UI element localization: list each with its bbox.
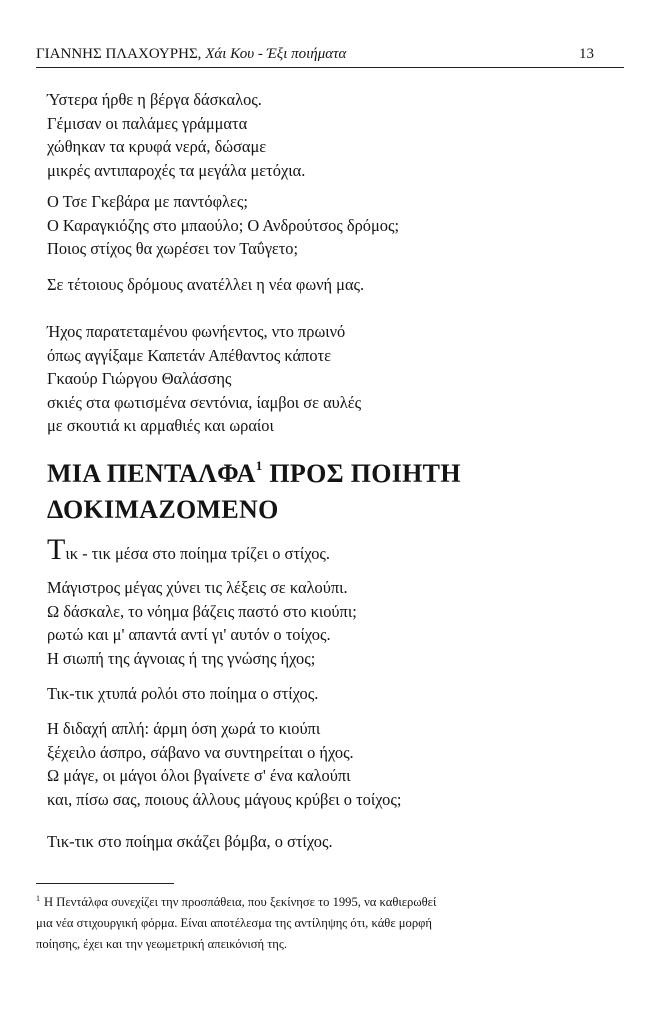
verse-line: Γκαούρ Γιώργου Θαλάσσης	[47, 369, 232, 389]
footnote-line: ποίησης, έχει και την γεωμετρική απεικόνισή της.	[36, 937, 288, 951]
footnote-divider	[36, 883, 174, 884]
verse-line: χώθηκαν τα κρυφά νερά, δώσαμε	[47, 137, 267, 157]
verse-line: Ω δάσκαλε, το νόημα βάζεις παστό στο κιούπι;	[47, 601, 357, 621]
verse-line: Η σιωπή της άγνοιας ή της γνώσης ήχος;	[47, 648, 316, 668]
verse-line: Ήχος παρατεταμένου φωνήεντος, ντο πρωινό	[47, 322, 346, 341]
poem-title-text: ΜΙΑ ΠΕΝΤΑΛΦΑ	[47, 459, 256, 488]
stanza	[47, 682, 318, 706]
stanza	[47, 576, 357, 670]
poem-title-text: ΠΡΟΣ ΠΟΙΗΤΗ	[262, 459, 461, 488]
header-author: ΓΙΑΝΝΗΣ ΠΛΑΧΟΥΡΗΣ,	[36, 46, 202, 62]
stanza	[47, 190, 399, 261]
stanza	[47, 273, 364, 297]
stanza	[47, 533, 331, 566]
verse-line	[47, 533, 331, 566]
verse-line: Ποιος στίχος θα χωρέσει τον Ταΰγετο;	[47, 239, 299, 259]
verse-line: μικρές αντιπαροχές τα μεγάλα μετόχια.	[47, 160, 306, 180]
verse-text: ικ - τικ μέσα στο ποίημα τρίζει ο στίχος.	[65, 544, 331, 563]
poem-title-line: ΔΟΚΙΜΑΖΟΜΕΝΟ	[47, 495, 279, 524]
footnote	[36, 892, 626, 955]
verse-line: Τικ-τικ χτυπά ρολόι στο ποίημα ο στίχος.	[47, 684, 319, 703]
footnote-line	[36, 892, 626, 913]
drop-cap: Τ	[47, 533, 66, 566]
footnote-line: μια νέα στιχουργική φόρμα. Είναι αποτέλεσμα της αντίληψης ότι, κάθε μορφή	[36, 916, 432, 930]
running-header	[36, 46, 624, 68]
verse-line: Η διδαχή απλή: άρμη όση χωρά το κιούπι	[47, 719, 321, 738]
verse-line: Τικ-τικ στο ποίημα σκάζει βόμβα, ο στίχος.	[47, 832, 333, 851]
verse-line: Ω μάγε, οι μάγοι όλοι βγαίνετε σ' ένα καλούπι	[47, 766, 351, 786]
footnote-ref: 1	[255, 458, 263, 473]
verse-line: Ο Τσε Γκεβάρα με παντόφλες;	[47, 192, 248, 211]
stanza	[47, 830, 333, 854]
verse-line: Σε τέτοιους δρόμους ανατέλλει η νέα φωνή μας.	[47, 275, 365, 294]
verse-line: Γέμισαν οι παλάμες γράμματα	[47, 113, 248, 133]
stanza	[47, 320, 361, 438]
verse-line: Ο Καραγκιόζης στο μπαούλο; Ο Ανδρούτσος δρόμος;	[47, 215, 400, 235]
verse-line: και, πίσω σας, ποιους άλλους μάγους κρύβει ο τοίχος;	[47, 789, 402, 809]
page-number: 13	[579, 46, 594, 62]
footnote-text: Η Πεντάλφα συνεχίζει την προσπάθεια, που ξεκίνησε το 1995, να καθιερωθεί	[44, 895, 437, 909]
header-title: Χάι Κου - Έξι ποιήματα	[205, 46, 347, 62]
verse-line: σκιές στα φωτισμένα σεντόνια, ίαμβοι σε αυλές	[47, 392, 362, 412]
poem-title	[47, 456, 461, 528]
footnote-marker: 1	[36, 894, 40, 903]
verse-line: ξέχειλο άσπρο, σάβανο να συντηρείται ο ήχος.	[47, 742, 354, 762]
verse-line: με σκουτιά κι αρμαθιές και ωραίοι	[47, 416, 274, 436]
stanza	[47, 88, 305, 182]
verse-line: Ύστερα ήρθε η βέργα δάσκαλος.	[47, 90, 262, 109]
verse-line: όπως αγγίξαμε Καπετάν Απέθαντος κάποτε	[47, 345, 331, 365]
verse-line: Μάγιστρος μέγας χύνει τις λέξεις σε καλούπι.	[47, 578, 348, 597]
stanza	[47, 717, 401, 811]
verse-line: ρωτώ και μ' απαντά αντί γι' αυτόν ο τοίχος.	[47, 625, 331, 645]
poem-title-line	[47, 456, 461, 492]
